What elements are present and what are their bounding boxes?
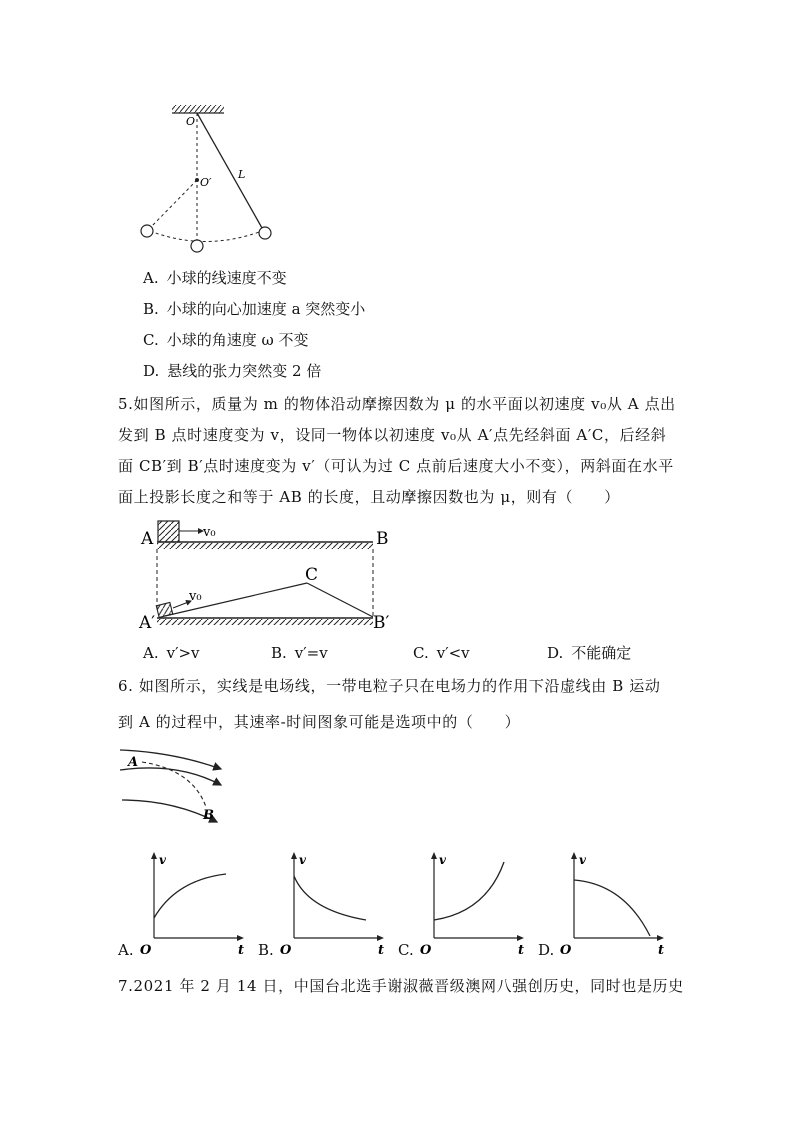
label-O: O (186, 115, 196, 128)
axis-label-t: t (238, 943, 245, 958)
top-block (158, 521, 179, 542)
top-surface-hatch (157, 543, 373, 549)
option-text: v′<v (436, 644, 470, 662)
option-letter: C. (413, 644, 429, 662)
vt-graph-b (258, 850, 390, 960)
q5-option-d (547, 643, 631, 663)
vt-curve (574, 880, 650, 936)
left-dashed-string (150, 180, 197, 228)
option-letter: A. (143, 644, 159, 662)
axis-label-v: v (439, 853, 446, 867)
option-text: 不能确定 (571, 644, 632, 662)
q5-option-a (143, 643, 200, 663)
option-letter: D. (143, 362, 160, 380)
top-label-A: A (141, 529, 154, 549)
q5-option-b (271, 643, 328, 663)
option-letter: B. (271, 644, 287, 662)
option-text: 小球的角速度 ω 不变 (166, 331, 309, 349)
nail-dot (195, 178, 199, 182)
origin-label: O (280, 943, 292, 958)
swing-arc (150, 231, 262, 242)
bottom-label-B-prime: B′ (373, 613, 390, 633)
top-label-B: B (376, 529, 389, 549)
option-letter: B. (143, 300, 159, 318)
axis-label-t: t (518, 943, 525, 958)
q5-option-c (413, 643, 470, 663)
q5-line-2: 发到 B 点时速度变为 v，设同一物体以初速度 v₀从 A′点先经斜面 A′C，后经斜 (118, 426, 667, 444)
vt-curve (434, 862, 504, 920)
y-axis-arrowhead (431, 852, 437, 859)
q7-line-1: 7.2021 年 2 月 14 日，中国台北选手谢淑薇晋级澳网八强创历史，同时也是历史 (118, 977, 684, 995)
field-label-A: A (128, 755, 139, 770)
axis-label-t: t (658, 943, 665, 958)
bottom-block (156, 602, 172, 617)
option-text: 小球的线速度不变 (166, 269, 287, 287)
axis-label-v: v (579, 853, 586, 867)
q6-line-2: 到 A 的过程中，其速率-时间图象可能是选项中的（ ） (118, 713, 521, 731)
y-axis-arrowhead (291, 852, 297, 859)
graph-letter: D. (538, 941, 555, 959)
q5-line-3: 面 CB′到 B′点时速度变为 v′（可认为过 C 点前后速度大小不变），两斜面在水平 (118, 457, 674, 475)
q6-line-1: 6. 如图所示，实线是电场线，一带电粒子只在电场力的作用下沿虚线由 B 运动 (118, 677, 661, 695)
q4-option-b (143, 299, 365, 319)
incline-figure (135, 512, 405, 637)
pendulum-figure (120, 100, 300, 260)
origin-label: O (560, 943, 572, 958)
graph-svg (280, 850, 386, 958)
q5-line-4: 面上投影长度之和等于 AB 的长度，且动摩擦因数也为 μ，则有（ ） (118, 488, 620, 506)
graph-svg (140, 850, 246, 958)
option-text: v′>v (166, 644, 200, 662)
label-C: C (305, 565, 319, 585)
label-O-prime: O′ (200, 176, 212, 189)
origin-label: O (420, 943, 432, 958)
graph-svg (420, 850, 526, 958)
field-label-B: B (203, 808, 214, 823)
y-axis-arrowhead (571, 852, 577, 859)
ceiling-hatch (172, 105, 224, 113)
label-L: L (238, 168, 246, 181)
x-axis-arrowhead (377, 935, 384, 941)
axis-label-v: v (159, 853, 166, 867)
graph-letter: B. (258, 941, 274, 959)
top-label-v0: v₀ (203, 525, 216, 540)
option-letter: D. (547, 644, 564, 662)
y-axis-arrowhead (151, 852, 157, 859)
option-text: 悬线的张力突然变 2 倍 (167, 362, 322, 380)
graph-letter: C. (398, 941, 414, 959)
vt-graph-c (398, 850, 530, 960)
axis-label-t: t (378, 943, 385, 958)
x-axis-arrowhead (657, 935, 664, 941)
vt-graph-d (538, 850, 678, 960)
graph-letter: A. (118, 941, 134, 959)
electric-field-figure (118, 742, 230, 830)
vt-curve (294, 876, 366, 920)
origin-label: O (140, 943, 152, 958)
q5-line-1: 5.如图所示，质量为 m 的物体沿动摩擦因数为 μ 的水平面以初速度 v₀从 A 点出 (118, 395, 676, 413)
option-text: v′=v (294, 644, 328, 662)
option-text: 小球的向心加速度 a 突然变小 (166, 300, 366, 318)
axis-label-v: v (299, 853, 306, 867)
particle-path-dashed (142, 762, 206, 807)
incline-C-B (307, 583, 373, 617)
q4-option-a (143, 268, 287, 288)
incline-A-C (165, 583, 307, 616)
q4-option-d (143, 361, 321, 381)
ball-left (141, 225, 153, 237)
x-axis-arrowhead (517, 935, 524, 941)
pendulum-string (197, 113, 262, 228)
bottom-label-A-prime: A′ (139, 613, 156, 633)
ball-right (259, 227, 271, 239)
q4-option-c (143, 330, 309, 350)
ball-bottom (191, 240, 203, 252)
x-axis-arrowhead (237, 935, 244, 941)
option-letter: A. (143, 269, 159, 287)
vt-curve (154, 874, 226, 918)
bottom-surface-hatch (157, 619, 373, 625)
graph-svg (560, 850, 666, 958)
bottom-label-v0: v₀ (189, 589, 202, 604)
vt-graph-a (118, 850, 250, 960)
option-letter: C. (143, 331, 159, 349)
